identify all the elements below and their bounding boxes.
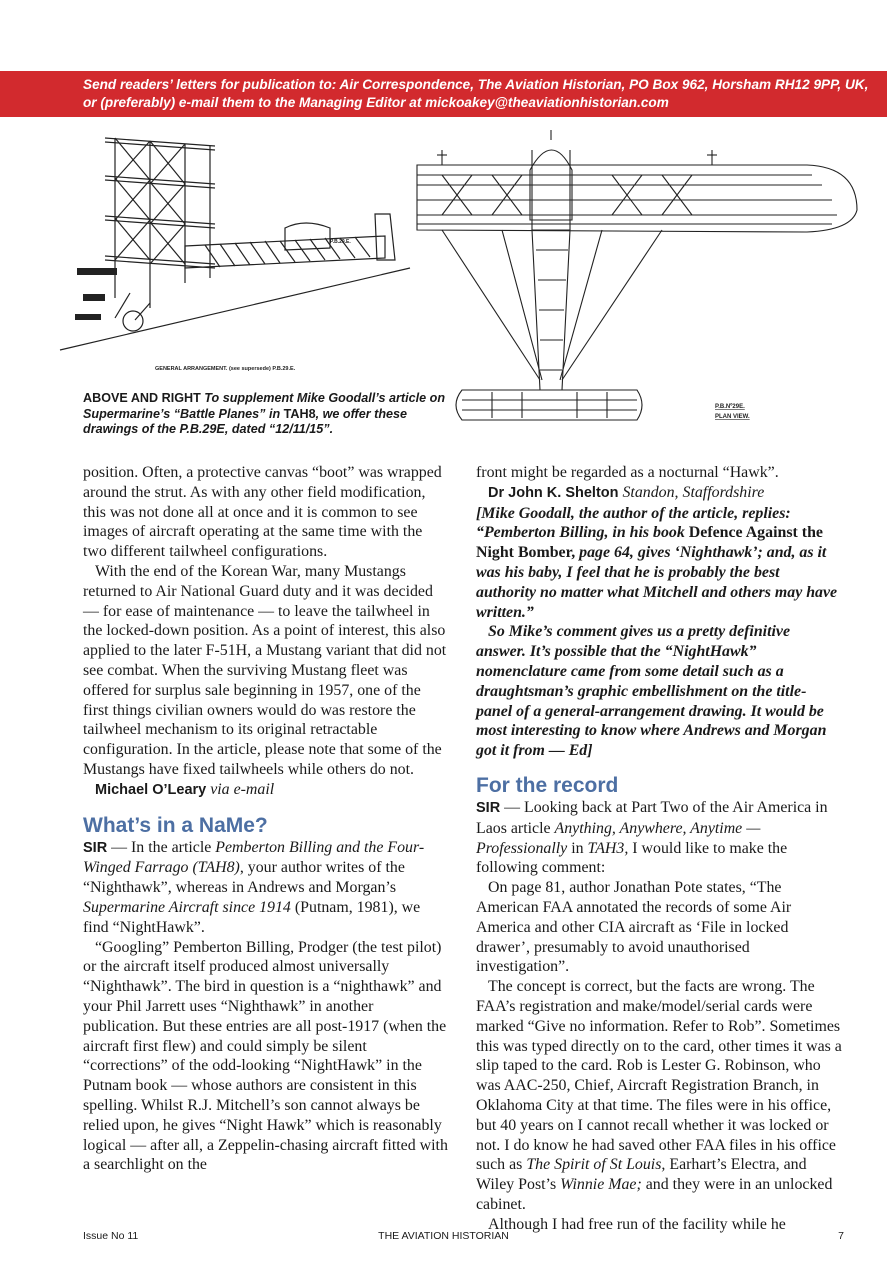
text-run: in — [567, 839, 588, 857]
plan-label-view: PLAN VIEW. — [715, 414, 750, 420]
heading-whats-in-a-name: What’s in a NaMe? — [83, 813, 268, 837]
article-title: Pemberton Billing and the Four-Winged Farrago (TAH8) — [83, 838, 425, 877]
text-run: I would like to make the following comment: — [476, 839, 788, 877]
text-run: Earhart’s Electra, and Wiley Post’s — [476, 1156, 807, 1194]
footer-title: THE AVIATION HISTORIAN — [378, 1230, 509, 1242]
left-paragraph-1: position. Often, a protective canvas “boot” was wrapped around the strut. As with any other field modification, this was not done all at once and it is common to see images of aircraft operating at the same time with the two different tailwheel configurations. — [83, 464, 442, 561]
right-paragraph-5: Although I had free run of the facility while he — [488, 1215, 786, 1233]
general-arrangement-label: GENERAL ARRANGEMENT. (see supersede) P.B.29.E. — [155, 366, 296, 372]
caption-ref: TAH8 — [283, 406, 316, 421]
text-run: — In the article — [107, 838, 216, 856]
signature-location: Standon, Staffordshire — [618, 483, 765, 501]
text-run: The concept is correct, but the facts are wrong. The FAA’s registration and make/model/serial cards were marked “Give no information. Refer to Rob”. Sometimes this was typed directly on to the card, other times it was a slip taped to the card. Rob is Lester G. Robinson, who was AAC-250, Chief, Aircraft Registration Branch, in Oklahoma City at that time. The files were in his office, but 40 years on I cannot recall whether it was locked or not. I do know he had saved other FAA files in his office such as — [476, 978, 842, 1174]
editor-reply-2: So Mike’s comment gives us a pretty definitive answer. It’s possible that the “NightHawk” nomenclature came from some detail such as a draughtsman’s graphic embellishment on the title-panel of a general-arrangement drawing. It would be most interesting to know where Andrews and Morgan got it from — Ed] — [476, 623, 827, 760]
aircraft-name: Winnie Mae; — [560, 1176, 642, 1194]
right-paragraph-4 — [476, 977, 842, 1215]
plan-view-drawing — [412, 120, 862, 440]
plan-label-number: P.B.Nº29E. — [715, 404, 745, 410]
sir-label: SIR — [83, 839, 108, 856]
signature-shelton — [476, 483, 842, 504]
book-title: Supermarine Aircraft since 1914 — [83, 898, 291, 916]
article-title: Anything, Anywhere, Anytime — Professionally — [476, 819, 761, 857]
submission-banner — [0, 71, 887, 117]
text-run: , your author writes of the “Nighthawk”, whereas in Andrews and Morgan’s — [83, 859, 405, 897]
right-paragraph-3: On page 81, author Jonathan Pote states, “The American FAA annotated the records of some Air America and other CIA aircraft as ‘File in locked drawer’, presumably to avoid unauthorised investigation”. — [476, 879, 792, 976]
aircraft-name: The Spirit of St Louis, — [526, 1156, 666, 1174]
text-run: and they were in an unlocked cabinet. — [476, 1176, 833, 1213]
signature-location: via e-mail — [206, 780, 275, 798]
left-paragraph-4: “Googling” Pemberton Billing, Prodger (the test pilot) or the aircraft itself produced almost universally “Nighthawk”. The bird in question is a “nighthawk” and your Phil Jarrett uses “Nighthawk” in another publication. But these entries are all post-1917 (when the aircraft first flew) and could simply be silent “corrections” of the odd-looking “NightHawk” in the Putnam book — whose authors are consistent in this spelling. Whilst R.J. Mitchell’s son cannot always be relied upon, he gives “Night Hawk” which is reasonably logical — after all, a Zeppelin-chasing aircraft fitted with a searchlight on the — [83, 938, 448, 1174]
caption-text-2: , we offer these drawings of the P.B.29E, dated “12/11/15”. — [83, 406, 408, 436]
issue-ref: TAH3, — [587, 839, 629, 857]
left-paragraph-2: With the end of the Korean War, many Mustangs returned to Air National Guard duty and it was decided — for ease of maintenance — to leave the tailwheel in the locked-down position. As a point of interest, this also applied to the later F-51H, a Mustang variant that did not see combat. When the surviving Mustang fleet was offered for surplus sale beginning in 1957, one of the first things civilian owners would do was restore the tailwheel mechanism to its original retractable configuration. In the article, please note that some of the Mustangs have fixed tailwheels while others do not. — [83, 562, 447, 778]
left-column — [83, 463, 448, 1175]
footer-issue: Issue No 11 — [83, 1230, 139, 1242]
text-run: (Putnam, 1981), we find “NightHawk”. — [83, 898, 421, 936]
signature-oleary — [83, 780, 448, 801]
caption-text-1: To supplement Mike Goodall’s article on Supermarine’s “Battle Planes” in — [83, 391, 446, 421]
sir-label: SIR — [476, 799, 501, 816]
signature-name: Dr John K. Shelton — [488, 484, 619, 501]
text-run: — Looking back at Part Two of the Air America in Laos article — [476, 798, 828, 837]
text-run: page 64, gives ‘Nighthawk’; and, as it was his baby, I feel that he is probably the best authority no matter what Mitchell and others may have written.” — [476, 544, 838, 621]
fuselage-label: P.B.29.E. — [330, 239, 351, 245]
banner-text: Send readers’ letters for publication to: Air Correspondence, The Aviation Historian, PO Box 962, Horsham RH12 9PP, UK, or (preferably) e-mail them to the Managing Editor at mickoakey@theaviationhistorian.com — [83, 77, 869, 110]
footer-page-number: 7 — [838, 1230, 844, 1242]
caption-lead: ABOVE AND RIGHT — [83, 391, 205, 405]
editor-reply-1 — [476, 504, 842, 623]
right-column — [476, 463, 842, 1234]
signature-name: Michael O’Leary — [95, 781, 207, 798]
book-title: Defence Against the Night Bomber, — [476, 524, 823, 562]
heading-for-the-record: For the record — [476, 773, 619, 797]
text-run: [Mike Goodall, the author of the article, replies: “Pemberton Billing, in his book — [476, 504, 791, 542]
left-paragraph-3 — [83, 838, 448, 938]
figure-caption — [83, 391, 458, 438]
right-paragraph-1: front might be regarded as a nocturnal “Hawk”. — [476, 464, 779, 481]
right-paragraph-2 — [476, 798, 842, 878]
side-elevation-drawing — [55, 118, 415, 383]
